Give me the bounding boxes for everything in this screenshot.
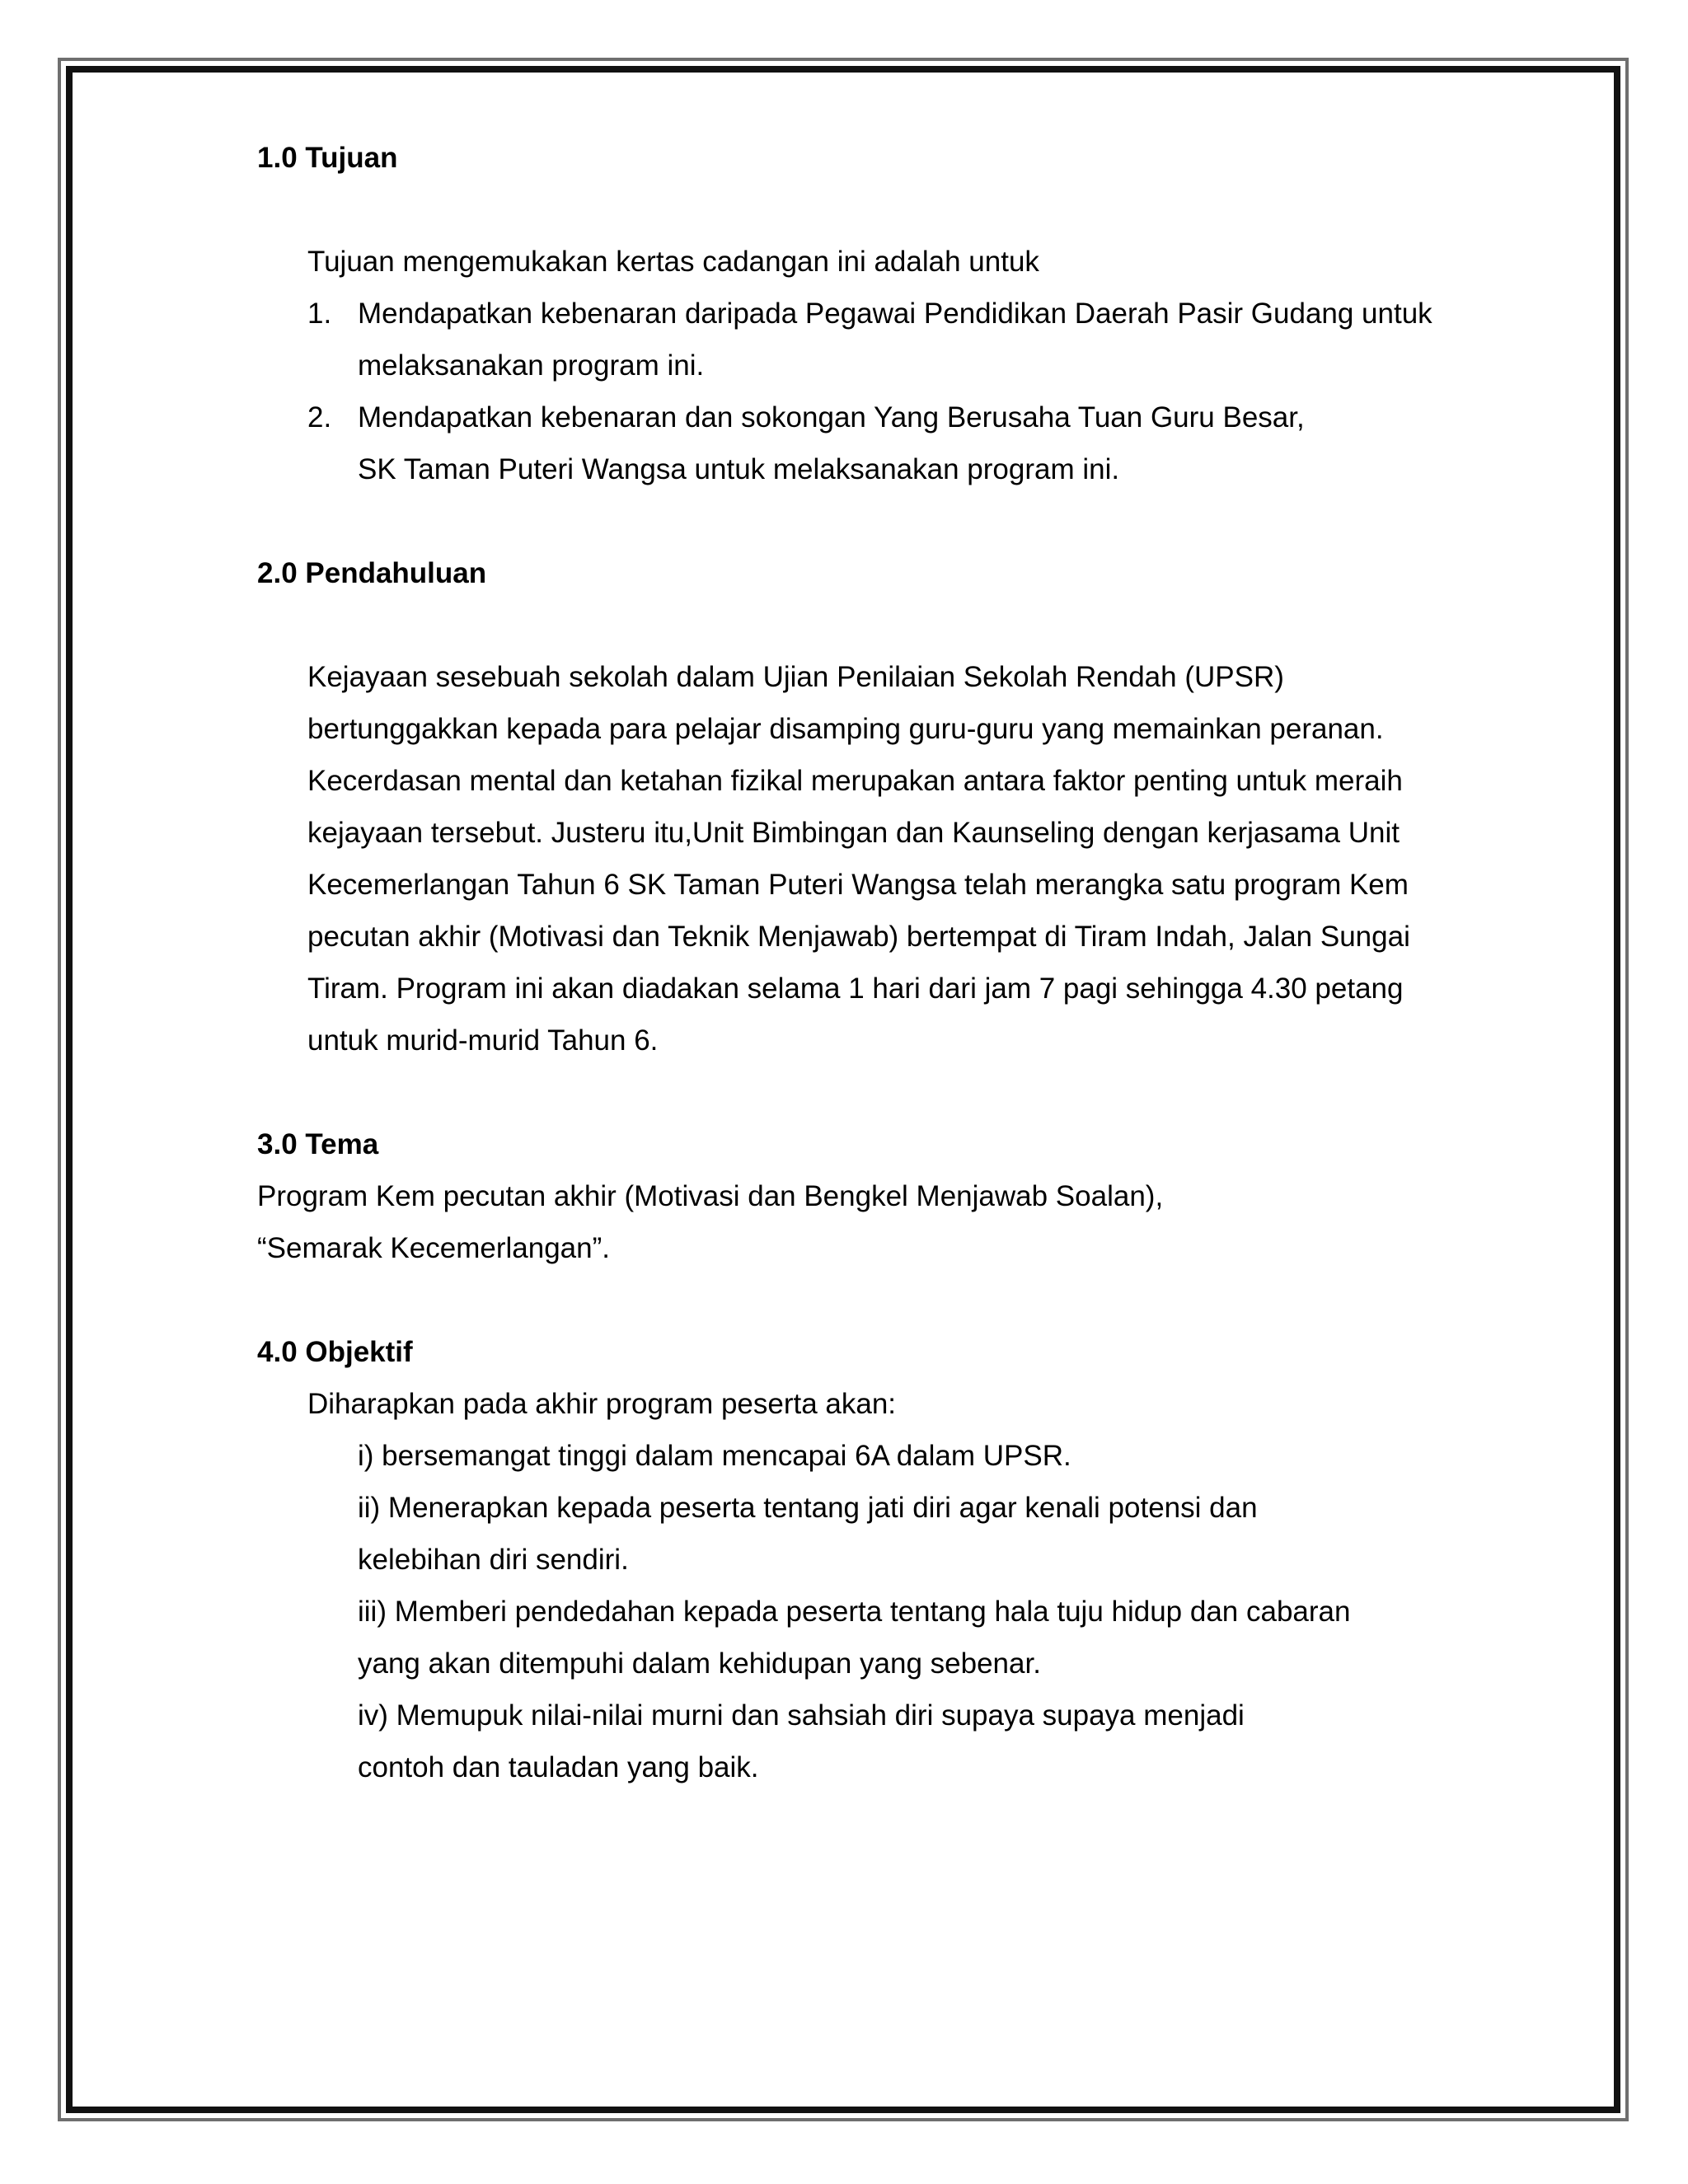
- text-line: pecutan akhir (Motivasi dan Teknik Menjawab) bertempat di Tiram Indah, Jalan Sungai: [307, 921, 1410, 953]
- text-line: bertunggakkan kepada para pelajar disamping guru-guru yang memainkan peranan.: [307, 713, 1384, 745]
- objektif-line: yang akan ditempuhi dalam kehidupan yang sebenar.: [358, 1647, 1041, 1680]
- section-heading-tujuan: 1.0 Tujuan: [257, 142, 398, 174]
- text-line: SK Taman Puteri Wangsa untuk melaksanakan program ini.: [358, 453, 1120, 485]
- text-line: Tiram. Program ini akan diadakan selama 1 hari dari jam 7 pagi sehingga 4.30 petang: [307, 972, 1404, 1005]
- tujuan-intro: Tujuan mengemukakan kertas cadangan ini adalah untuk: [307, 246, 1039, 278]
- text-line: Mendapatkan kebenaran dan sokongan Yang Berusaha Tuan Guru Besar,: [358, 401, 1305, 434]
- tema-line: Program Kem pecutan akhir (Motivasi dan Bengkel Menjawab Soalan),: [257, 1180, 1164, 1212]
- spacer: [257, 495, 1510, 547]
- text-line: Kejayaan sesebuah sekolah dalam Ujian Penilaian Sekolah Rendah (UPSR): [307, 661, 1284, 693]
- spacer: [257, 1274, 1510, 1326]
- section-heading-tema: 3.0 Tema: [257, 1128, 379, 1160]
- text-line: Kecemerlangan Tahun 6 SK Taman Puteri Wangsa telah merangka satu program Kem: [307, 869, 1409, 901]
- spacer: [257, 184, 1510, 236]
- objektif-line: iii) Memberi pendedahan kepada peserta tentang hala tuju hidup dan cabaran: [358, 1596, 1351, 1628]
- document-body: [257, 132, 1510, 1793]
- text-line: melaksanakan program ini.: [358, 349, 705, 382]
- text-line: Mendapatkan kebenaran daripada Pegawai Pendidikan Daerah Pasir Gudang untuk: [358, 298, 1432, 330]
- objektif-line: i) bersemangat tinggi dalam mencapai 6A dalam UPSR.: [358, 1440, 1071, 1472]
- spacer: [257, 599, 1510, 651]
- list-item: [257, 288, 1510, 391]
- objektif-line: iv) Memupuk nilai-nilai murni dan sahsiah diri supaya supaya menjadi: [358, 1699, 1245, 1732]
- section-heading-pendahuluan: 2.0 Pendahuluan: [257, 557, 487, 589]
- section-heading-objektif: 4.0 Objektif: [257, 1336, 413, 1368]
- list-text: [358, 288, 1510, 391]
- tema-line: “Semarak Kecemerlangan”.: [257, 1232, 610, 1264]
- objektif-line: contoh dan tauladan yang baik.: [358, 1751, 759, 1783]
- pendahuluan-paragraph: [257, 651, 1490, 1066]
- objektif-intro: Diharapkan pada akhir program peserta akan:: [307, 1388, 897, 1420]
- objektif-line: kelebihan diri sendiri.: [358, 1544, 629, 1576]
- text-line: untuk murid-murid Tahun 6.: [307, 1024, 659, 1057]
- list-number: 1.: [307, 298, 332, 330]
- text-line: kejayaan tersebut. Justeru itu,Unit Bimbingan dan Kaunseling dengan kerjasama Unit: [307, 817, 1400, 849]
- text-line: Kecerdasan mental dan ketahan fizikal merupakan antara faktor penting untuk meraih: [307, 765, 1403, 797]
- list-number: 2.: [307, 401, 332, 434]
- spacer: [257, 1066, 1510, 1118]
- list-text: [358, 391, 1510, 495]
- objektif-line: ii) Menerapkan kepada peserta tentang jati diri agar kenali potensi dan: [358, 1492, 1258, 1524]
- list-item: [257, 391, 1510, 495]
